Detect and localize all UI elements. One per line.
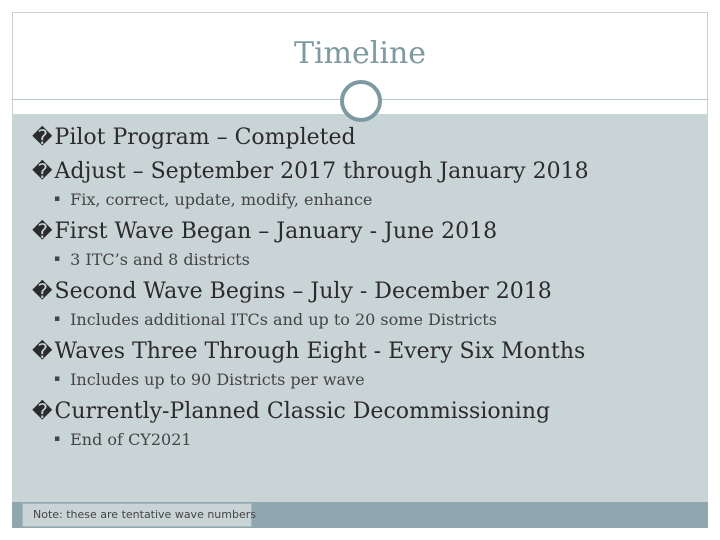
bullet-list xyxy=(32,120,692,454)
bullet-text: Waves Three Through Eight - Every Six Months xyxy=(54,339,586,364)
bullet-text: Second Wave Begins – July - December 2018 xyxy=(54,279,552,304)
bullet-marker-icon: � xyxy=(32,339,53,363)
bullet-text: Currently-Planned Classic Decommissioning xyxy=(54,399,551,424)
slide-title: Timeline xyxy=(293,36,427,71)
bullet-item xyxy=(32,334,692,368)
bullet-item xyxy=(32,394,692,428)
square-bullet-icon: ▪ xyxy=(54,433,61,444)
sub-bullet-text: Includes additional ITCs and up to 20 some Districts xyxy=(70,310,497,329)
bullet-item xyxy=(32,274,692,308)
sub-bullet-text: 3 ITC’s and 8 districts xyxy=(70,250,250,269)
bullet-item xyxy=(32,214,692,248)
square-bullet-icon: ▪ xyxy=(54,193,61,204)
bullet-marker-icon: � xyxy=(32,279,53,303)
sub-bullet-text: Includes up to 90 Districts per wave xyxy=(70,370,365,389)
sub-bullet-item xyxy=(32,308,692,332)
square-bullet-icon: ▪ xyxy=(54,373,61,384)
divider-circle-ornament xyxy=(340,80,382,122)
bullet-marker-icon: � xyxy=(32,159,53,183)
sub-bullet-item xyxy=(32,368,692,392)
sub-bullet-item xyxy=(32,428,692,452)
bullet-text: First Wave Began – January - June 2018 xyxy=(54,219,498,244)
sub-bullet-text: Fix, correct, update, modify, enhance xyxy=(70,190,373,209)
bullet-marker-icon: � xyxy=(32,399,53,423)
bullet-item xyxy=(32,154,692,188)
sub-bullet-item xyxy=(32,248,692,272)
square-bullet-icon: ▪ xyxy=(54,313,61,324)
bullet-text: Adjust – September 2017 through January 2018 xyxy=(54,159,589,184)
bullet-item xyxy=(32,120,692,154)
sub-bullet-text: End of CY2021 xyxy=(70,430,192,449)
note-text: Note: these are tentative wave numbers xyxy=(22,503,252,527)
square-bullet-icon: ▪ xyxy=(54,253,61,264)
bullet-marker-icon: � xyxy=(32,125,53,149)
bullet-text: Pilot Program – Completed xyxy=(54,125,356,150)
bullet-marker-icon: � xyxy=(32,219,53,243)
sub-bullet-item xyxy=(32,188,692,212)
